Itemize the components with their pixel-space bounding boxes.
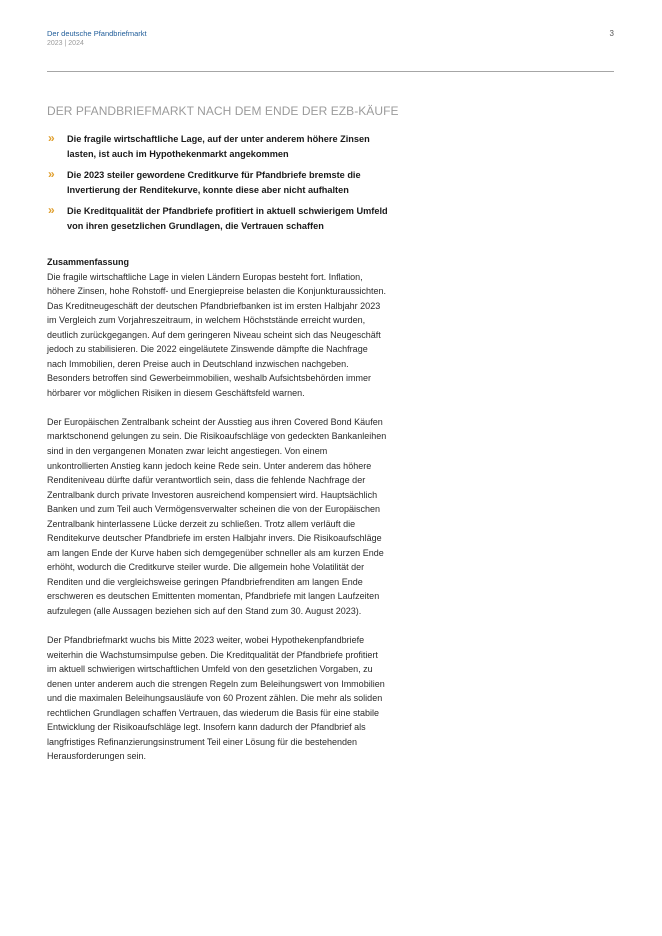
- text-line: am langen Ende der Kurve haben sich demgegenüber schneller als am kurzen Ende: [47, 547, 384, 558]
- header-divider: [47, 71, 614, 72]
- text-line: denen unter anderem auch die strengen Regeln zum Beleihungswert von Immobilien: [47, 678, 385, 689]
- key-point: [47, 204, 447, 234]
- page-number: 3: [609, 29, 614, 38]
- text-line: und die maximalen Beleihungsausläufe von 60 Prozent zählen. Die mehr als soliden: [47, 693, 383, 704]
- key-point: [47, 168, 447, 198]
- summary-paragraph: [47, 270, 442, 401]
- summary-heading: Zusammenfassung: [47, 257, 130, 267]
- summary-paragraph: [47, 633, 442, 764]
- text-line: nach Immobilien, deren Preise auch in Deutschland inzwischen nachgeben.: [47, 358, 349, 369]
- text-line: aufzulegen (alle Aussagen beziehen sich auf den Stand zum 30. August 2023).: [47, 606, 362, 617]
- key-point-line: Die 2023 steiler gewordene Creditkurve für Pfandbriefe bremste die: [67, 170, 361, 180]
- text-line: langfristiges Refinanzierungsinstrument Teil einer Lösung für die bestehenden: [47, 736, 358, 747]
- document-years: 2023 | 2024: [47, 40, 84, 47]
- key-point-line: Die fragile wirtschaftliche Lage, auf der unter anderem höhere Zinsen: [67, 134, 370, 144]
- summary-section: [47, 255, 442, 779]
- text-line: Entwicklung der Risikoaufschläge legt. Insofern kann dadurch der Pfandbrief als: [47, 722, 366, 733]
- key-points-list: [47, 132, 447, 240]
- text-line: Herausforderungen sein.: [47, 751, 147, 762]
- key-point-line: Die Kreditqualität der Pfandbriefe profitiert in aktuell schwierigem Umfeld: [67, 206, 388, 216]
- section-title: DER PFANDBRIEFMARKT NACH DEM ENDE DER EZB-KÄUFE: [47, 104, 399, 118]
- text-line: höhere Zinsen, hohe Rohstoff- und Energiepreise belasten die Konjunkturaussichten.: [47, 286, 387, 297]
- key-point-line: Invertierung der Renditekurve, konnte diese aber nicht aufhalten: [67, 185, 349, 195]
- double-chevron-icon: »: [48, 203, 55, 217]
- text-line: Das Kreditneugeschäft der deutschen Pfandbriefbanken ist im ersten Halbjahr 2023: [47, 300, 381, 311]
- key-point: [47, 132, 447, 162]
- text-line: Renditen und die vergleichsweise geringen Pfandbriefrenditen am langen Ende: [47, 576, 363, 587]
- text-line: sind in den vergangenen Monaten zwar leicht angestiegen. Von einem: [47, 446, 328, 457]
- text-line: im Vergleich zum Vorjahreszeitraum, in welchem Höchststände erreicht wurden,: [47, 315, 366, 326]
- text-line: rechtlichen Grundlagen schaffen Vertrauen, das wiederum die Basis für eine stabile: [47, 707, 380, 718]
- text-line: jedoch zu stabilisieren. Die 2022 eingeläutete Zinswende dämpfte die Nachfrage: [47, 344, 368, 355]
- text-line: im aktuell schwierigen wirtschaftlichen Umfeld von den gesetzlichen Vorgaben, zu: [47, 664, 373, 675]
- text-line: Banken und zum Teil auch Vermögensverwalter scheinen die von der Europäischen: [47, 504, 381, 515]
- page-header: [47, 29, 614, 49]
- text-line: erschweren es deutschen Emittenten momentan, Pfandbriefe mit langen Laufzeiten: [47, 591, 380, 602]
- text-line: weiterhin die Wachstumsimpulse geben. Die Kreditqualität der Pfandbriefe profitiert: [47, 649, 378, 660]
- text-line: Renditeniveau dürfte dafür verantwortlich sein, dass die fehlende Nachfrage der: [47, 475, 366, 486]
- document-title: Der deutsche Pfandbriefmarkt: [47, 29, 147, 38]
- text-line: hörbarer vor möglichen Risiken in diesem Geschäftsfeld warnen.: [47, 387, 305, 398]
- text-line: deutlich zurückgegangen. Auf dem geringeren Niveau scheint sich das Neugeschäft: [47, 329, 381, 340]
- text-line: marktschonend gelungen zu sein. Die Risikoaufschläge von gedeckten Bankanleihen: [47, 431, 387, 442]
- text-line: Der Pfandbriefmarkt wuchs bis Mitte 2023 weiter, wobei Hypothekenpfandbriefe: [47, 635, 365, 646]
- text-line: Besonders betroffen sind Gewerbeimmobilien, weshalb Aufsichtsbehörden immer: [47, 373, 372, 384]
- double-chevron-icon: »: [48, 131, 55, 145]
- text-line: erhöht, wodurch die Creditkurve steiler wurde. Die allgemein hohe Volatilität der: [47, 562, 365, 573]
- text-line: Zentralbank hinterlassene Lücke derzeit zu schließen. Trotz allem verläuft die: [47, 518, 356, 529]
- text-line: Die fragile wirtschaftliche Lage in vielen Ländern Europas besteht fort. Inflation,: [47, 271, 363, 282]
- double-chevron-icon: »: [48, 167, 55, 181]
- summary-paragraph: [47, 415, 442, 619]
- key-point-line: von ihren gesetzlichen Grundlagen, die Vertrauen schaffen: [67, 221, 324, 231]
- key-point-line: lasten, ist auch im Hypothekenmarkt angekommen: [67, 149, 289, 159]
- text-line: Der Europäischen Zentralbank scheint der Ausstieg aus ihren Covered Bond Käufen: [47, 416, 383, 427]
- text-line: Zentralbank durch private Investoren ausreichend kompensiert wird. Hauptsächlich: [47, 489, 378, 500]
- text-line: Renditekurve deutscher Pfandbriefe im ersten Halbjahr invers. Die Risikoaufschläge: [47, 533, 382, 544]
- text-line: unkontrollierten Anstieg kann jedoch keine Rede sein. Unter anderem das höhere: [47, 460, 372, 471]
